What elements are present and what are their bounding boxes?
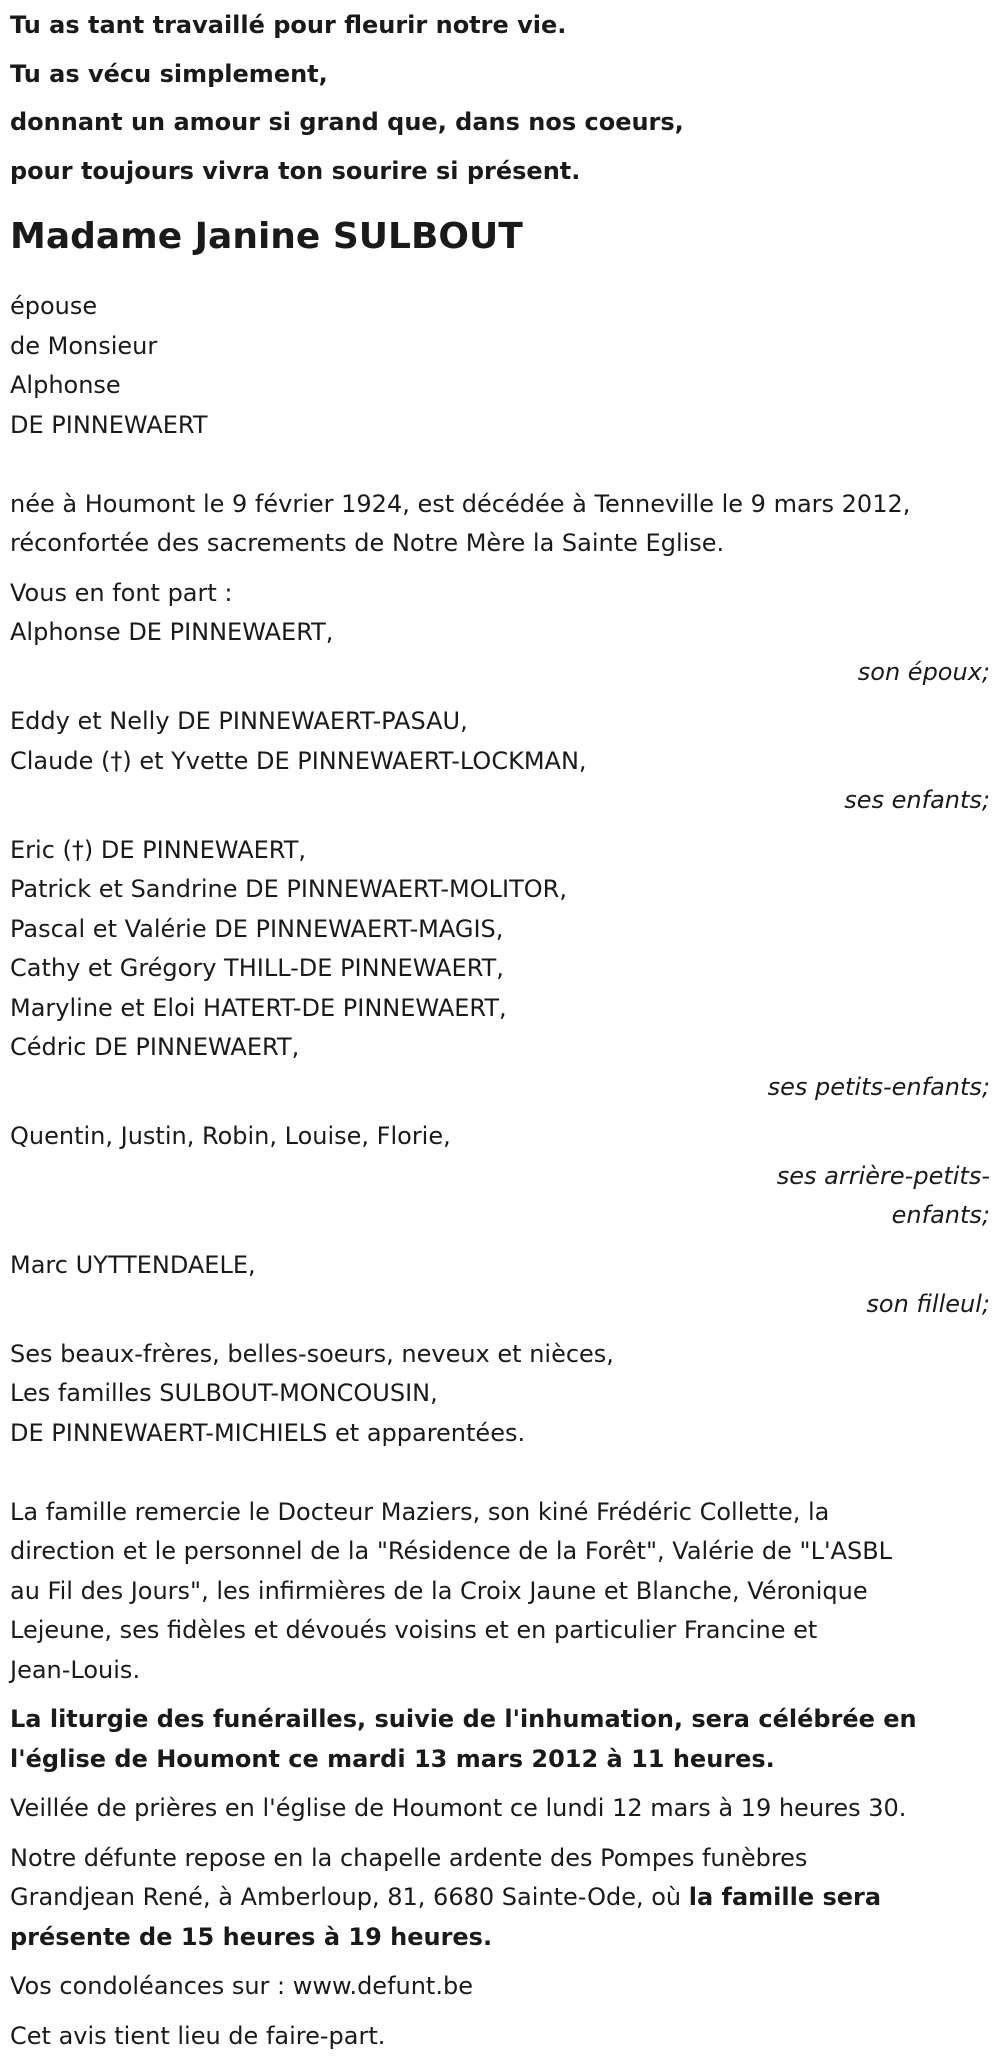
thanks-line: Jean-Louis. [10, 1651, 990, 1691]
family-name: Maryline et Eloi HATERT-DE PINNEWAERT, [10, 989, 990, 1029]
group-great-grandchildren [10, 1117, 990, 1236]
group-grandchildren [10, 831, 990, 1108]
rest-paragraph [10, 1839, 990, 1958]
family-name: Quentin, Justin, Robin, Louise, Florie, [10, 1117, 990, 1157]
family-name: Cédric DE PINNEWAERT, [10, 1028, 990, 1068]
poem-line: Tu as vécu simplement, [10, 50, 990, 99]
group-husband [10, 613, 990, 692]
rest-line-plain: Grandjean René, à Amberloup, 81, 6680 Sainte-Ode, où [10, 1883, 689, 1911]
rest-line: présente de 15 heures à 19 heures. [10, 1918, 990, 1958]
spouse-line: de Monsieur [10, 327, 990, 367]
relation-label: ses arrière-petits- [10, 1157, 990, 1197]
obituary-notice [10, 0, 990, 2056]
family-name: Les familles SULBOUT-MONCOUSIN, [10, 1374, 990, 1414]
family-name: Claude (†) et Yvette DE PINNEWAERT-LOCKMAN, [10, 742, 990, 782]
family-name: Ses beaux-frères, belles-soeurs, neveux et nièces, [10, 1335, 990, 1375]
birth-death [10, 485, 990, 564]
liturgy-paragraph [10, 1700, 990, 1779]
family-name: Eddy et Nelly DE PINNEWAERT-PASAU, [10, 702, 990, 742]
vigil-line: Veillée de prières en l'église de Houmont ce lundi 12 mars à 19 heures 30. [10, 1789, 990, 1829]
spouse-line: DE PINNEWAERT [10, 406, 990, 446]
family-name: Patrick et Sandrine DE PINNEWAERT-MOLITOR, [10, 870, 990, 910]
family-name: Pascal et Valérie DE PINNEWAERT-MAGIS, [10, 910, 990, 950]
thanks-line: direction et le personnel de la "Résidence de la Forêt", Valérie de "L'ASBL [10, 1532, 990, 1572]
relation-label: ses enfants; [10, 781, 990, 821]
birth-death-line: réconfortée des sacrements de Notre Mère la Sainte Eglise. [10, 524, 990, 564]
family-name: Cathy et Grégory THILL-DE PINNEWAERT, [10, 949, 990, 989]
group-children [10, 702, 990, 821]
relation-label: son époux; [10, 653, 990, 693]
rest-line [10, 1878, 990, 1918]
spouse-line: Alphonse [10, 366, 990, 406]
thanks-line: au Fil des Jours", les infirmières de la Croix Jaune et Blanche, Véronique [10, 1572, 990, 1612]
deceased-name: Madame Janine SULBOUT [10, 209, 990, 265]
relation-label: enfants; [10, 1196, 990, 1236]
birth-death-line: née à Houmont le 9 février 1924, est décédée à Tenneville le 9 mars 2012, [10, 485, 990, 525]
poem-line: Tu as tant travaillé pour fleurir notre vie. [10, 1, 990, 50]
thanks-line: Lejeune, ses fidèles et dévoués voisins et en particulier Francine et [10, 1611, 990, 1651]
family-name: Eric (†) DE PINNEWAERT, [10, 831, 990, 871]
group-godson [10, 1246, 990, 1325]
closing-line: Cet avis tient lieu de faire-part. [10, 2017, 990, 2056]
liturgy-line: l'église de Houmont ce mardi 13 mars 2012 à 11 heures. [10, 1740, 990, 1780]
poem-line: donnant un amour si grand que, dans nos coeurs, [10, 98, 990, 147]
family-name: Alphonse DE PINNEWAERT, [10, 613, 990, 653]
spouse-block [10, 287, 990, 445]
poem [10, 0, 990, 195]
relation-label: son filleul; [10, 1285, 990, 1325]
announce-line: Vous en font part : [10, 574, 990, 614]
rest-line-bold: la famille sera [689, 1883, 881, 1911]
group-extended [10, 1335, 990, 1454]
liturgy-line: La liturgie des funérailles, suivie de l'inhumation, sera célébrée en [10, 1700, 990, 1740]
thanks-paragraph [10, 1493, 990, 1691]
thanks-line: La famille remercie le Docteur Maziers, son kiné Frédéric Collette, la [10, 1493, 990, 1533]
rest-line: Notre défunte repose en la chapelle ardente des Pompes funèbres [10, 1839, 990, 1879]
family-name: DE PINNEWAERT-MICHIELS et apparentées. [10, 1414, 990, 1454]
relation-label: ses petits-enfants; [10, 1068, 990, 1108]
spouse-line: épouse [10, 287, 990, 327]
poem-line: pour toujours vivra ton sourire si présent. [10, 147, 990, 196]
family-name: Marc UYTTENDAELE, [10, 1246, 990, 1286]
condolences-line: Vos condoléances sur : www.defunt.be [10, 1967, 990, 2007]
